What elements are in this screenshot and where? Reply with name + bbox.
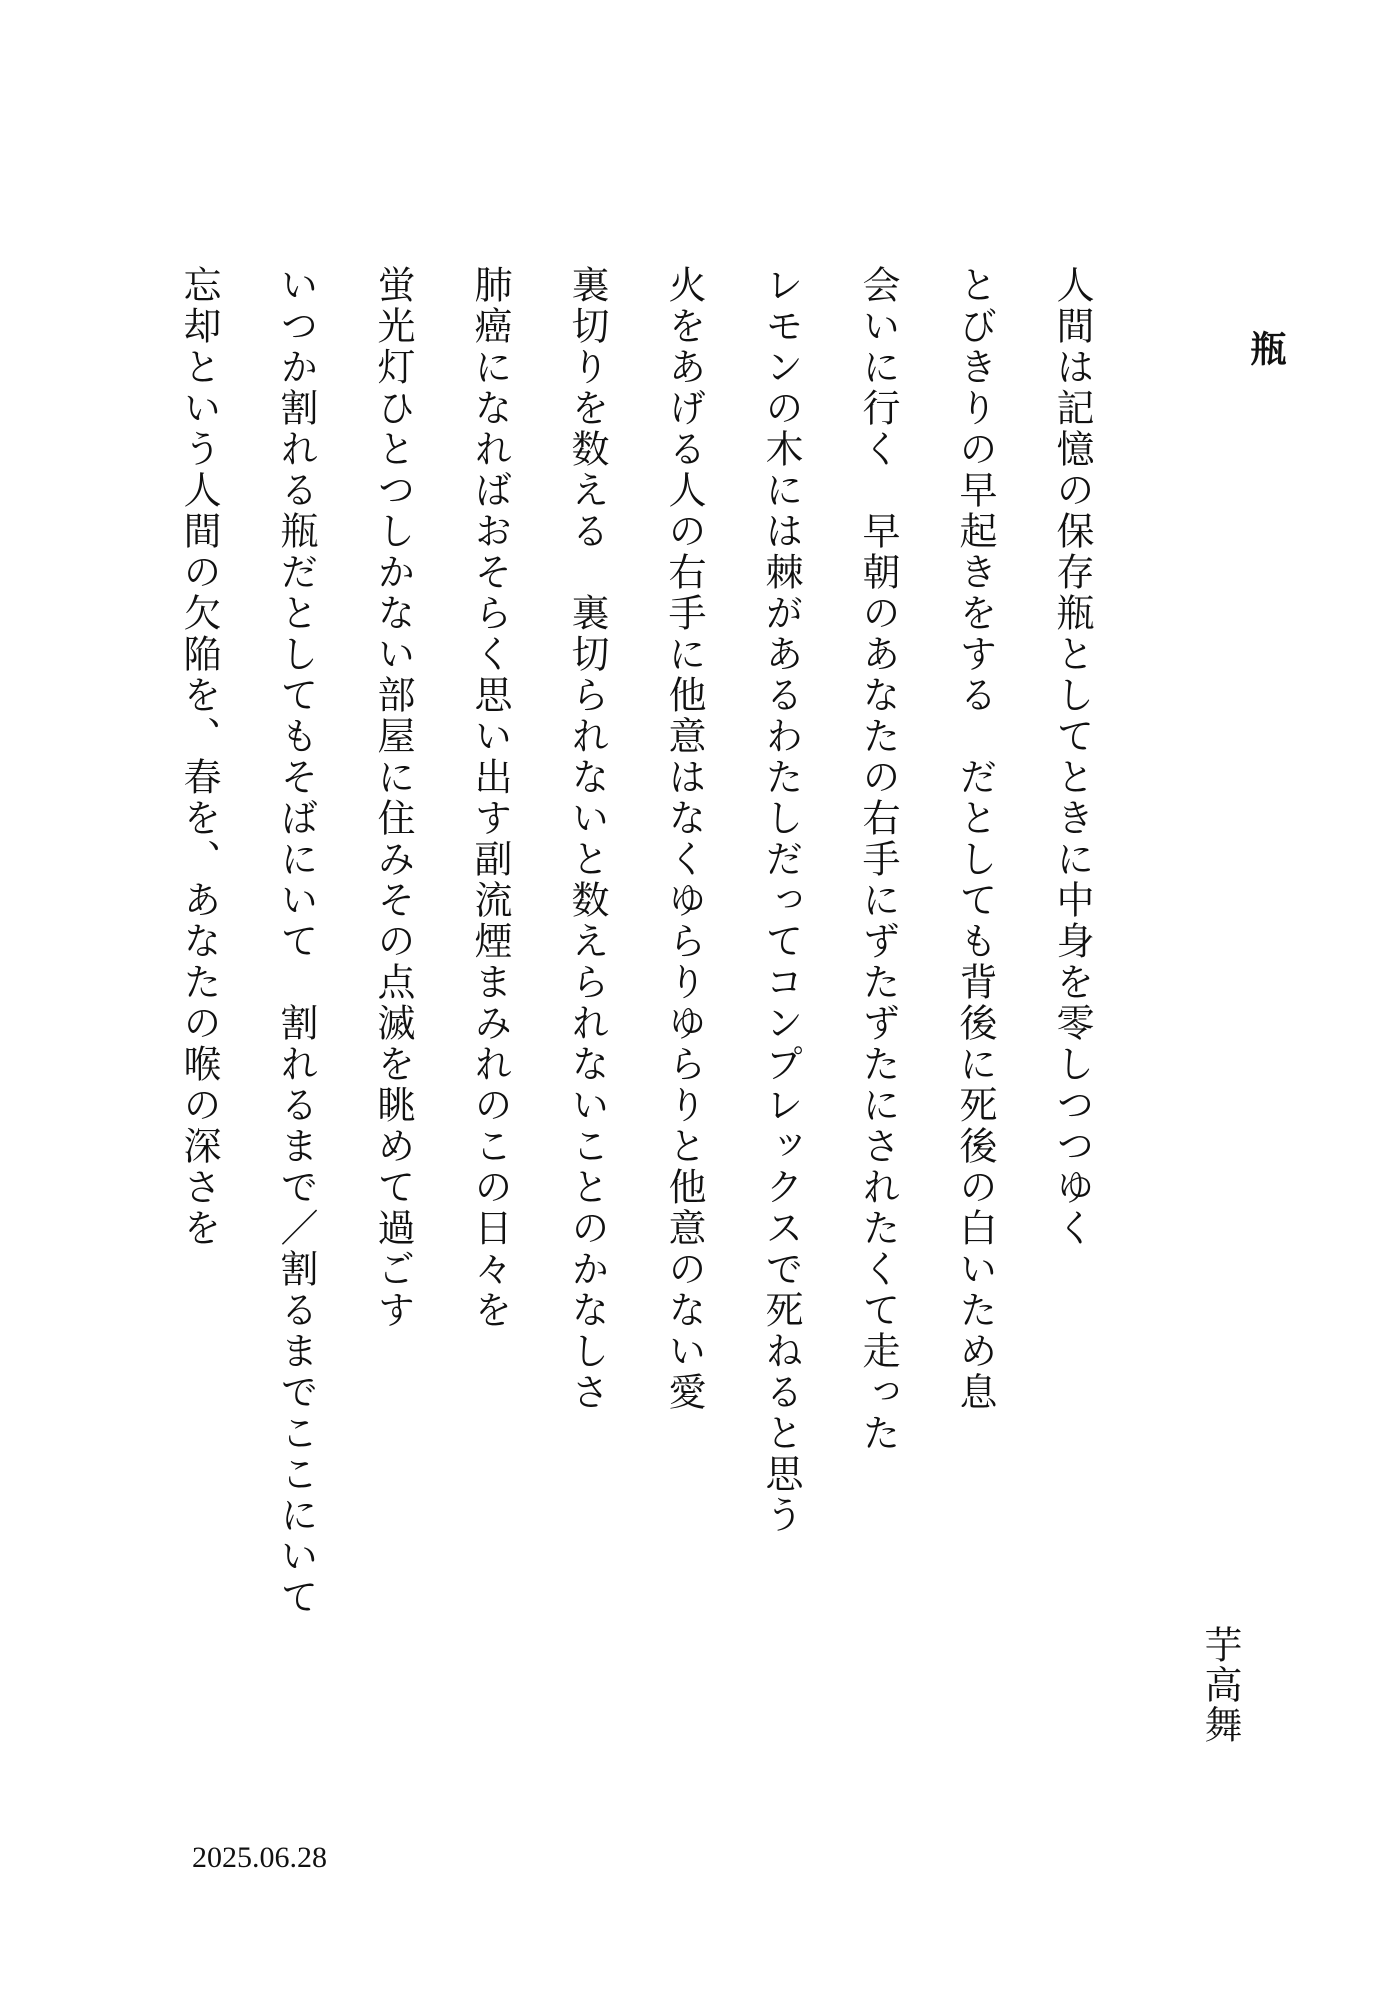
poem-body — [150, 265, 1120, 1618]
poem-line: 肺癌になればおそらく思い出す副流煙まみれのこの日々を — [468, 265, 512, 1331]
poem-line: 忘却という人間の欠陥を、春を、あなたの喉の深さを — [177, 265, 221, 1249]
author-name: 芋高舞 — [1198, 1625, 1242, 1745]
poem-line: レモンの木には棘があるわたしだってコンプレックスで死ねると思う — [759, 265, 803, 1536]
poem-line: いつか割れる瓶だとしてもそばにいて 割れるまで／割るまでここにいて — [274, 265, 318, 1618]
poem-line: 火をあげる人の右手に他意はなくゆらりゆらりと他意のない愛 — [662, 265, 706, 1413]
publication-date: 2025.06.28 — [192, 1841, 327, 1874]
poem-line: とびきりの早起きをする だとしても背後に死後の白いため息 — [953, 265, 997, 1413]
poem-title: 瓶 — [1245, 330, 1287, 366]
poem-line: 人間は記憶の保存瓶としてときに中身を零しつつゆく — [1050, 265, 1094, 1249]
poem-line: 裏切りを数える 裏切られないと数えられないことのかなしさ — [565, 265, 609, 1413]
poem-line: 蛍光灯ひとつしかない部屋に住みその点滅を眺めて過ごす — [371, 265, 415, 1331]
poem-line: 会いに行く 早朝のあなたの右手にずたずたにされたくて走った — [856, 265, 900, 1454]
